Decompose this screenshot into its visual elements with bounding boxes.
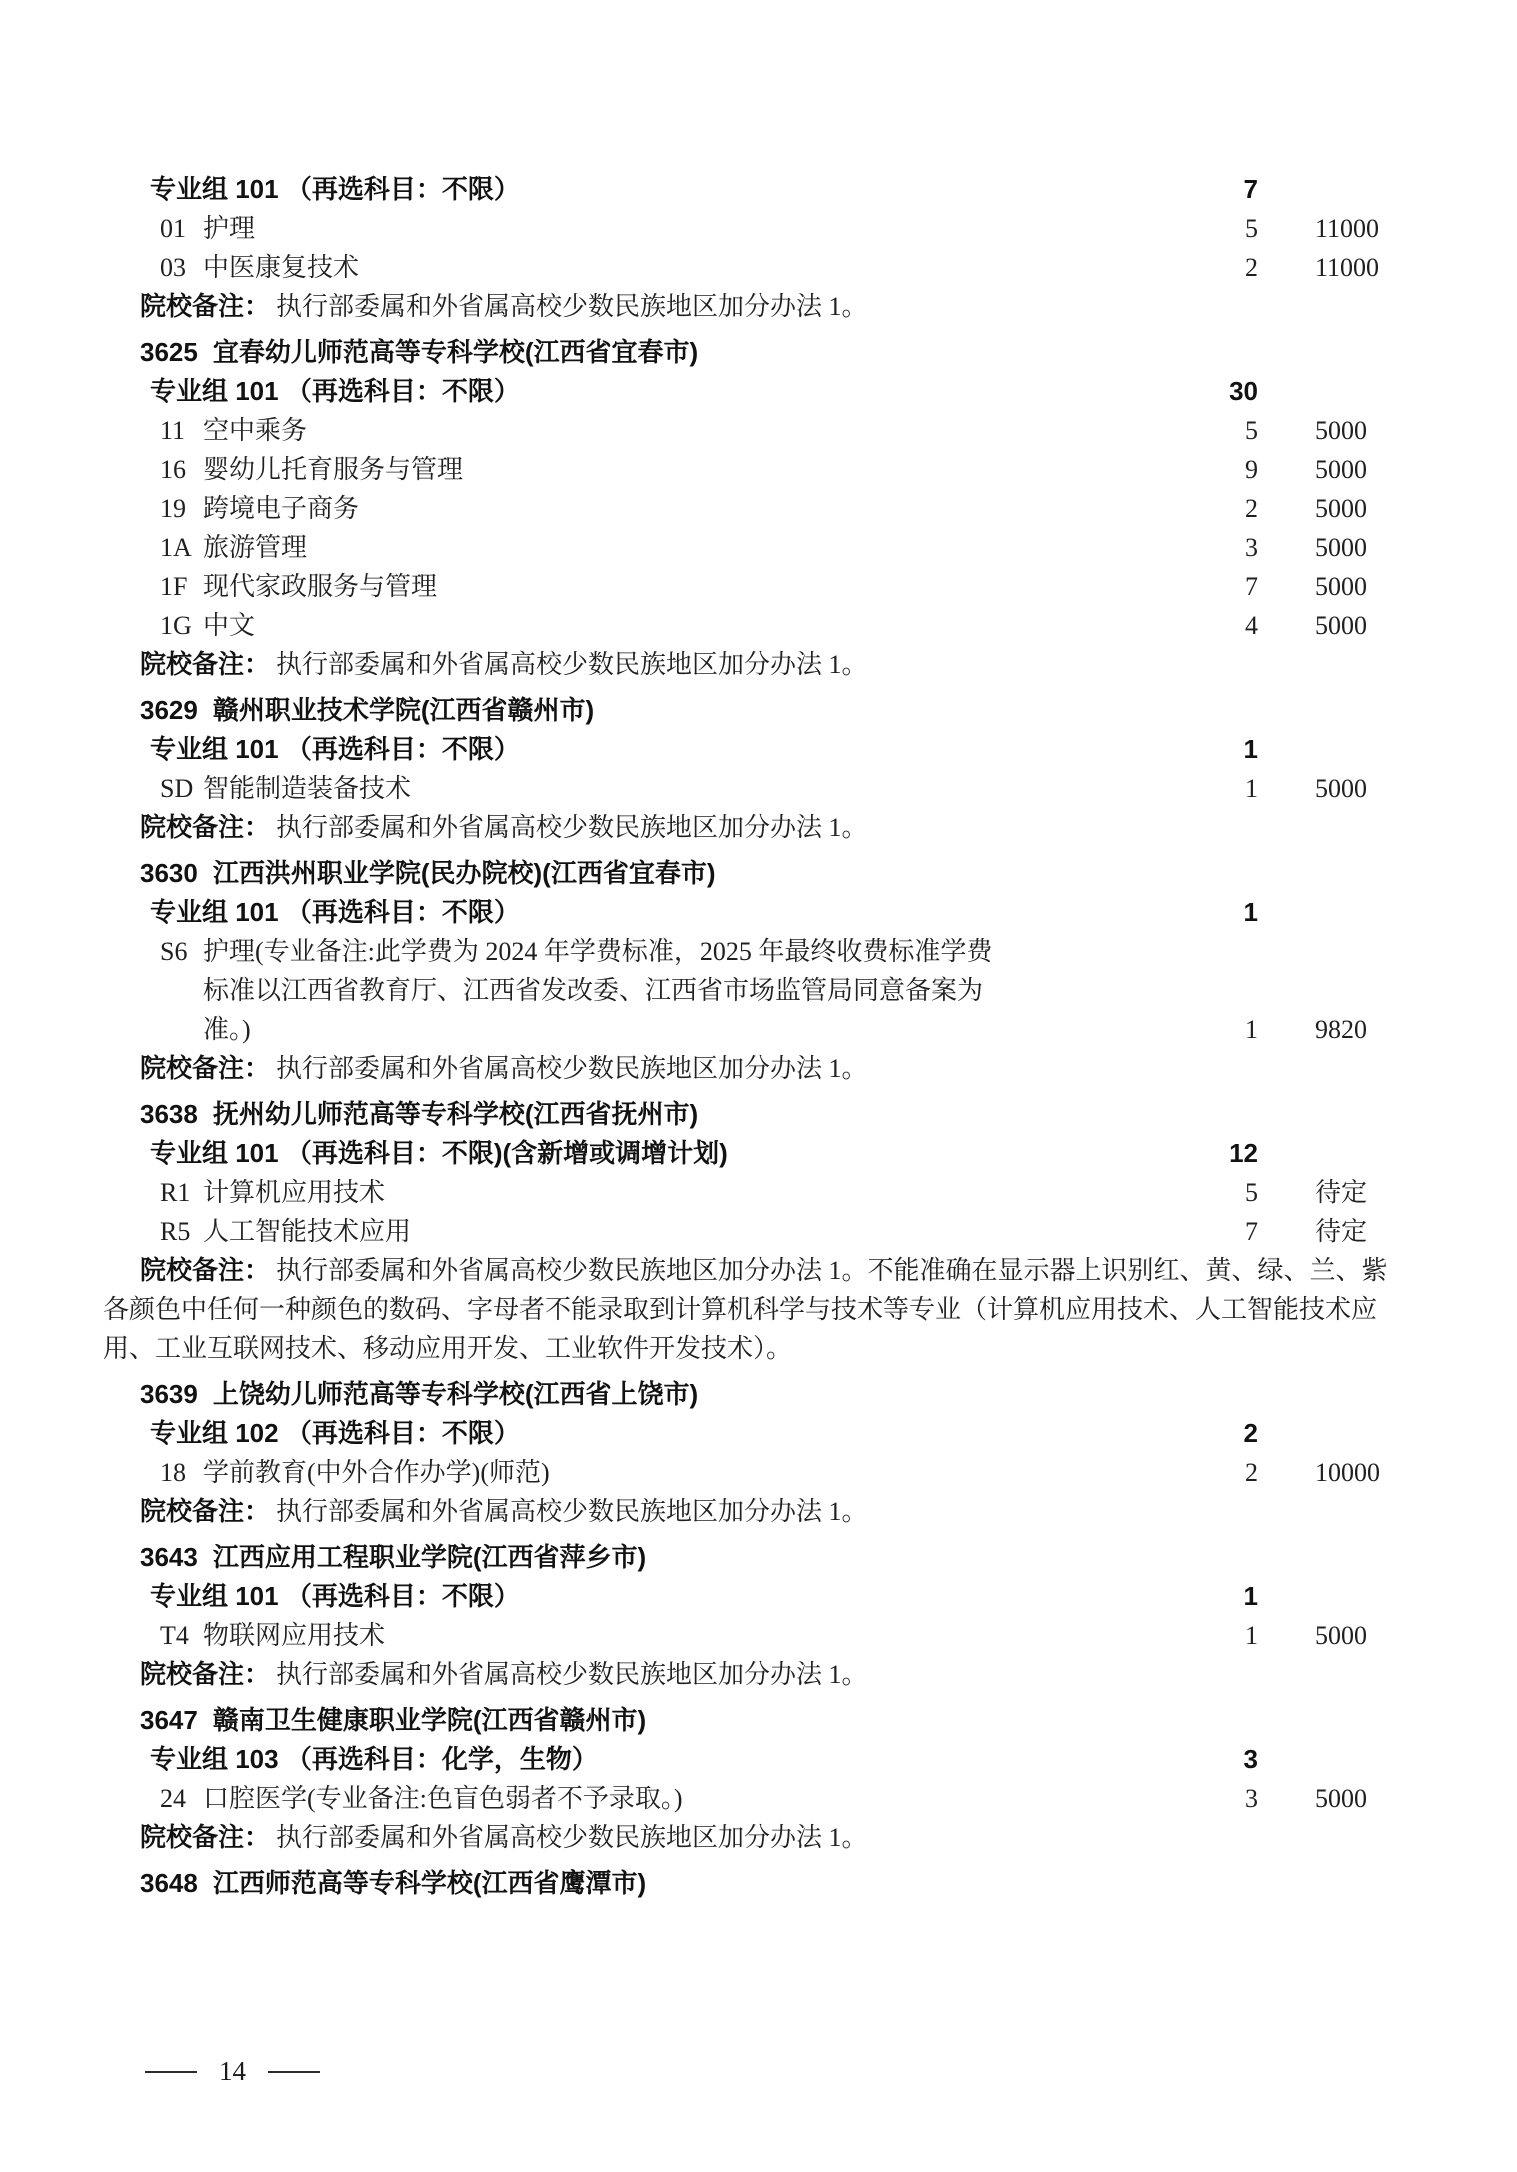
major-name: 学前教育(中外合作办学)(师范): [203, 1458, 550, 1487]
major-code: S6: [160, 937, 188, 966]
major-cell: [103, 248, 1165, 287]
page-content: [103, 170, 1465, 1910]
major-count: 9: [1245, 455, 1258, 484]
school-section: [103, 1095, 1465, 1368]
page-footer: [145, 2052, 320, 2091]
school-title: [103, 1095, 1465, 1134]
major-name-line: 标准以江西省教育厅、江西省发改委、江西省市场监管局同意备案为: [203, 976, 984, 1005]
major-row: [103, 248, 1465, 287]
school-code: 3630: [140, 858, 198, 888]
school-section: [103, 691, 1465, 847]
major-code: 1F: [160, 572, 188, 601]
major-count: 1: [1245, 774, 1258, 803]
major-cell: [103, 528, 1165, 567]
school-name: 赣州职业技术学院(江西省赣州市): [212, 695, 595, 725]
school-name: 赣南卫生健康职业学院(江西省赣州市): [212, 1705, 647, 1735]
group-row: [103, 893, 1465, 932]
school-code: 3629: [140, 695, 198, 725]
remark-text: 执行部委属和外省属高校少数民族地区加分办法 1。: [276, 1497, 868, 1526]
remark-text: 执行部委属和外省属高校少数民族地区加分办法 1。: [276, 813, 868, 842]
major-count: 5: [1245, 214, 1258, 243]
major-name: 护理: [203, 214, 256, 243]
major-count: 7: [1245, 1217, 1258, 1246]
school-code: 3625: [140, 337, 198, 367]
school-remark: [103, 1492, 1395, 1531]
remark-label: 院校备注：: [140, 1255, 271, 1285]
major-name: 物联网应用技术: [203, 1621, 386, 1650]
major-fee: 9820: [1315, 1015, 1367, 1044]
major-cell: [103, 1212, 1165, 1251]
school-section: [103, 1864, 1465, 1903]
group-title: 专业组 101 （再选科目：不限）: [150, 897, 520, 927]
major-fee: 待定: [1315, 1178, 1368, 1207]
major-name: 人工智能技术应用: [203, 1217, 412, 1246]
major-count: 3: [1245, 1784, 1258, 1813]
school-section: [103, 333, 1465, 684]
school-code: 3639: [140, 1379, 198, 1409]
group-count: 2: [1243, 1418, 1258, 1448]
major-code: 24: [160, 1784, 186, 1813]
school-title: [103, 1701, 1465, 1740]
major-fee: 5000: [1315, 533, 1367, 562]
school-remark: [103, 1818, 1395, 1857]
remark-text: 执行部委属和外省属高校少数民族地区加分办法 1。: [276, 1823, 868, 1852]
major-fee: 5000: [1315, 455, 1367, 484]
major-fee: 10000: [1315, 1458, 1380, 1487]
group-row: [103, 1134, 1465, 1173]
major-fee: 11000: [1315, 253, 1380, 282]
major-row: [103, 769, 1465, 808]
remark-label: 院校备注：: [140, 1822, 271, 1852]
major-cell: [103, 1779, 1165, 1818]
group-row: [103, 730, 1465, 769]
remark-label: 院校备注：: [140, 291, 271, 321]
group-row: [103, 170, 1465, 209]
group-count: 1: [1243, 897, 1258, 927]
remark-label: 院校备注：: [140, 812, 271, 842]
major-code: 1G: [160, 611, 192, 640]
group-count: 1: [1243, 734, 1258, 764]
group-title: 专业组 101 （再选科目：不限）: [150, 734, 520, 764]
major-name: 中医康复技术: [203, 253, 360, 282]
major-code: R1: [160, 1178, 191, 1207]
major-name-line: 护理(专业备注:此学费为 2024 年学费标准，2025 年最终收费标准学费: [203, 937, 993, 966]
school-section: [103, 854, 1465, 1088]
group-row: [103, 1577, 1465, 1616]
remark-label: 院校备注：: [140, 1496, 271, 1526]
major-name: 婴幼儿托育服务与管理: [203, 455, 464, 484]
major-row: [103, 1779, 1465, 1818]
school-name: 宜春幼儿师范高等专科学校(江西省宜春市): [212, 337, 699, 367]
major-name: 口腔医学(专业备注:色盲色弱者不予录取。): [203, 1784, 683, 1813]
major-code: 16: [160, 455, 186, 484]
remark-label: 院校备注：: [140, 649, 271, 679]
major-code: 1A: [160, 533, 192, 562]
school-name: 江西应用工程职业学院(江西省萍乡市): [212, 1542, 647, 1572]
major-cell: [103, 606, 1165, 645]
school-code: 3648: [140, 1868, 198, 1898]
major-name: 中文: [203, 611, 256, 640]
group-count: 12: [1229, 1138, 1258, 1168]
major-cell: [103, 1173, 1165, 1212]
major-fee: 5000: [1315, 774, 1367, 803]
school-remark: [103, 287, 1395, 326]
major-count: 1: [1245, 1621, 1258, 1650]
group-row: [103, 1414, 1465, 1453]
school-section: [103, 1538, 1465, 1694]
major-row: [103, 528, 1465, 567]
major-cell: [103, 932, 1165, 1049]
school-remark: [103, 645, 1395, 684]
major-fee: 待定: [1315, 1217, 1368, 1246]
group-title: 专业组 101 （再选科目：不限)(含新增或调增计划): [150, 1138, 728, 1168]
remark-label: 院校备注：: [140, 1659, 271, 1689]
school-title: [103, 1864, 1465, 1903]
school-name: 上饶幼儿师范高等专科学校(江西省上饶市): [212, 1379, 699, 1409]
major-code: 19: [160, 494, 186, 523]
major-row: [103, 606, 1465, 645]
major-cell: [103, 1453, 1165, 1492]
group-count: 1: [1243, 1581, 1258, 1611]
school-title: [103, 1375, 1465, 1414]
major-fee: 5000: [1315, 611, 1367, 640]
major-count: 3: [1245, 533, 1258, 562]
school-remark: [103, 808, 1395, 847]
remark-text: 执行部委属和外省属高校少数民族地区加分办法 1。: [276, 650, 868, 679]
major-cell: [103, 209, 1165, 248]
major-fee: 5000: [1315, 416, 1367, 445]
school-title: [103, 333, 1465, 372]
major-count: 2: [1245, 1458, 1258, 1487]
major-name: [203, 932, 1165, 1049]
footer-dash-right: [268, 2071, 320, 2073]
major-fee: 5000: [1315, 1784, 1367, 1813]
major-count: 7: [1245, 572, 1258, 601]
major-fee: 5000: [1315, 572, 1367, 601]
group-count: 7: [1243, 174, 1258, 204]
major-row: [103, 450, 1465, 489]
major-count: 5: [1245, 416, 1258, 445]
major-row: [103, 1173, 1465, 1212]
major-row: [103, 1616, 1465, 1655]
group-title: 专业组 101 （再选科目：不限）: [150, 174, 520, 204]
remark-text: 执行部委属和外省属高校少数民族地区加分办法 1。: [276, 292, 868, 321]
major-code: 03: [160, 253, 186, 282]
school-code: 3647: [140, 1705, 198, 1735]
remark-text: 执行部委属和外省属高校少数民族地区加分办法 1。: [276, 1054, 868, 1083]
major-name: 计算机应用技术: [203, 1178, 386, 1207]
major-cell: [103, 450, 1165, 489]
school-code: 3643: [140, 1542, 198, 1572]
school-name: 江西洪州职业学院(民办院校)(江西省宜春市): [212, 858, 716, 888]
major-count: 4: [1245, 611, 1258, 640]
major-cell: [103, 769, 1165, 808]
major-name: 跨境电子商务: [203, 494, 360, 523]
major-cell: [103, 489, 1165, 528]
major-count: 1: [1245, 1015, 1258, 1044]
school-title: [103, 1538, 1465, 1577]
major-code: 18: [160, 1458, 186, 1487]
footer-dash-left: [145, 2071, 197, 2073]
major-fee: 11000: [1315, 214, 1380, 243]
remark-text: 执行部委属和外省属高校少数民族地区加分办法 1。: [276, 1660, 868, 1689]
major-row: [103, 567, 1465, 606]
major-row: [103, 1453, 1465, 1492]
page-number: 14: [219, 2056, 246, 2086]
school-remark: [103, 1049, 1395, 1088]
group-title: 专业组 103 （再选科目：化学，生物）: [150, 1744, 598, 1774]
school-title: [103, 854, 1465, 893]
school-remark: [103, 1251, 1395, 1368]
major-row: [103, 1212, 1465, 1251]
major-code: R5: [160, 1217, 191, 1246]
major-cell: [103, 567, 1165, 606]
group-title: 专业组 101 （再选科目：不限）: [150, 376, 520, 406]
major-row: [103, 209, 1465, 248]
remark-label: 院校备注：: [140, 1053, 271, 1083]
group-row: [103, 372, 1465, 411]
major-name: 空中乘务: [203, 416, 308, 445]
school-remark: [103, 1655, 1395, 1694]
group-count: 30: [1229, 376, 1258, 406]
school-title: [103, 691, 1465, 730]
school-code: 3638: [140, 1099, 198, 1129]
major-code: SD: [160, 774, 194, 803]
major-name: 现代家政服务与管理: [203, 572, 438, 601]
group-title: 专业组 102 （再选科目：不限）: [150, 1418, 520, 1448]
major-fee: 5000: [1315, 494, 1367, 523]
major-name-line: 准。): [203, 1015, 251, 1044]
major-code: T4: [160, 1621, 189, 1650]
group-row: [103, 1740, 1465, 1779]
school-name: 抚州幼儿师范高等专科学校(江西省抚州市): [212, 1099, 699, 1129]
major-count: 5: [1245, 1178, 1258, 1207]
school-section: [103, 1701, 1465, 1857]
major-count: 2: [1245, 494, 1258, 523]
major-cell: [103, 411, 1165, 450]
school-name: 江西师范高等专科学校(江西省鹰潭市): [212, 1868, 647, 1898]
major-row: [103, 489, 1465, 528]
major-name: 智能制造装备技术: [203, 774, 412, 803]
major-count: 2: [1245, 253, 1258, 282]
group-count: 3: [1243, 1744, 1258, 1774]
major-name: 旅游管理: [203, 533, 308, 562]
school-section: [103, 1375, 1465, 1531]
major-row: [103, 411, 1465, 450]
major-row: [103, 932, 1465, 1049]
major-cell: [103, 1616, 1165, 1655]
major-code: 01: [160, 214, 186, 243]
group-title: 专业组 101 （再选科目：不限）: [150, 1581, 520, 1611]
major-fee: 5000: [1315, 1621, 1367, 1650]
school-section: [103, 170, 1465, 326]
remark-text: 执行部委属和外省属高校少数民族地区加分办法 1。不能准确在显示器上识别红、黄、绿、兰、紫各颜色中任何一种颜色的数码、字母者不能录取到计算机科学与技术等专业（计算机应用技术、人工智能技术应用、工业互联网技术、移动应用开发、工业软件开发技术）。: [103, 1256, 1388, 1363]
major-code: 11: [160, 416, 186, 445]
